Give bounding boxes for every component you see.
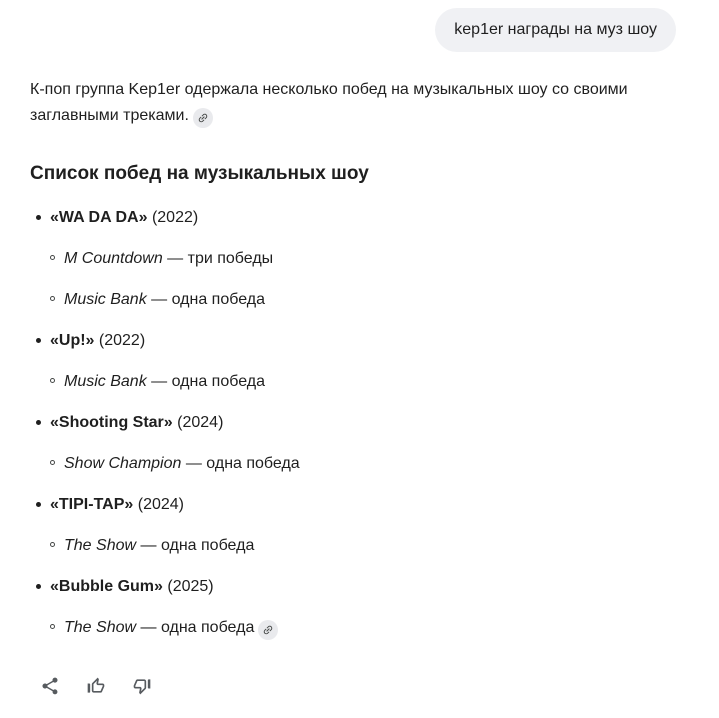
song-title: «Shooting Star» [50, 414, 173, 431]
bullet-icon [36, 338, 41, 343]
sub-bullet-icon [50, 460, 55, 465]
song-title: «TIPI-TAP» [50, 496, 134, 513]
win-note: — одна победа [151, 373, 265, 390]
song-year: (2022) [151, 209, 199, 226]
show-name: The Show [64, 619, 137, 636]
sub-bullet-icon [50, 378, 55, 383]
win-note: — одна победа [140, 537, 255, 554]
show-name: Music Bank [64, 291, 147, 308]
win-item [0, 455, 719, 472]
bullet-icon [36, 215, 41, 220]
song-title: «WA DA DA» [50, 209, 148, 226]
sub-bullet-icon [50, 255, 55, 260]
song-item [0, 332, 719, 349]
section-heading: Список побед на музыкальных шоу [30, 163, 369, 184]
thumb-down-icon[interactable] [132, 676, 152, 696]
show-name: Music Bank [64, 373, 147, 390]
win-item [0, 373, 719, 390]
win-item [0, 619, 719, 640]
show-name: The Show [64, 537, 137, 554]
win-item [0, 250, 719, 267]
song-item [0, 496, 719, 513]
bullet-icon [36, 584, 41, 589]
song-year: (2022) [98, 332, 146, 349]
show-name: Show Champion [64, 455, 182, 472]
win-item [0, 537, 719, 554]
response-intro [30, 77, 662, 129]
song-year: (2024) [177, 414, 224, 431]
show-name: M Countdown [64, 250, 163, 267]
win-note: — одна победа [185, 455, 300, 472]
song-title: «Bubble Gum» [50, 578, 163, 595]
thumb-up-icon[interactable] [86, 676, 106, 696]
song-item [0, 209, 719, 226]
sub-bullet-icon [50, 542, 55, 547]
user-message-text: kep1er награды на муз шоу [454, 21, 657, 38]
song-item [0, 414, 719, 431]
citation-link-icon[interactable] [258, 620, 278, 640]
win-note: — одна победа [151, 291, 265, 308]
win-note: — три победы [167, 250, 274, 267]
response-actions [40, 676, 719, 696]
citation-link-icon[interactable] [193, 108, 213, 128]
song-title: «Up!» [50, 332, 95, 349]
sub-bullet-icon [50, 624, 55, 629]
song-item [0, 578, 719, 595]
bullet-icon [36, 502, 41, 507]
sub-bullet-icon [50, 296, 55, 301]
win-item [0, 291, 719, 308]
song-year: (2025) [167, 578, 214, 595]
share-icon[interactable] [40, 676, 60, 696]
user-message-row [0, 0, 719, 52]
song-year: (2024) [137, 496, 184, 513]
win-note: — одна победа [140, 619, 255, 636]
user-message-bubble [435, 8, 676, 52]
intro-text: К-поп группа Kep1er одержала несколько побед на музыкальных шоу со своими заглавными треками. [30, 81, 628, 124]
wins-list [0, 209, 719, 640]
bullet-icon [36, 420, 41, 425]
